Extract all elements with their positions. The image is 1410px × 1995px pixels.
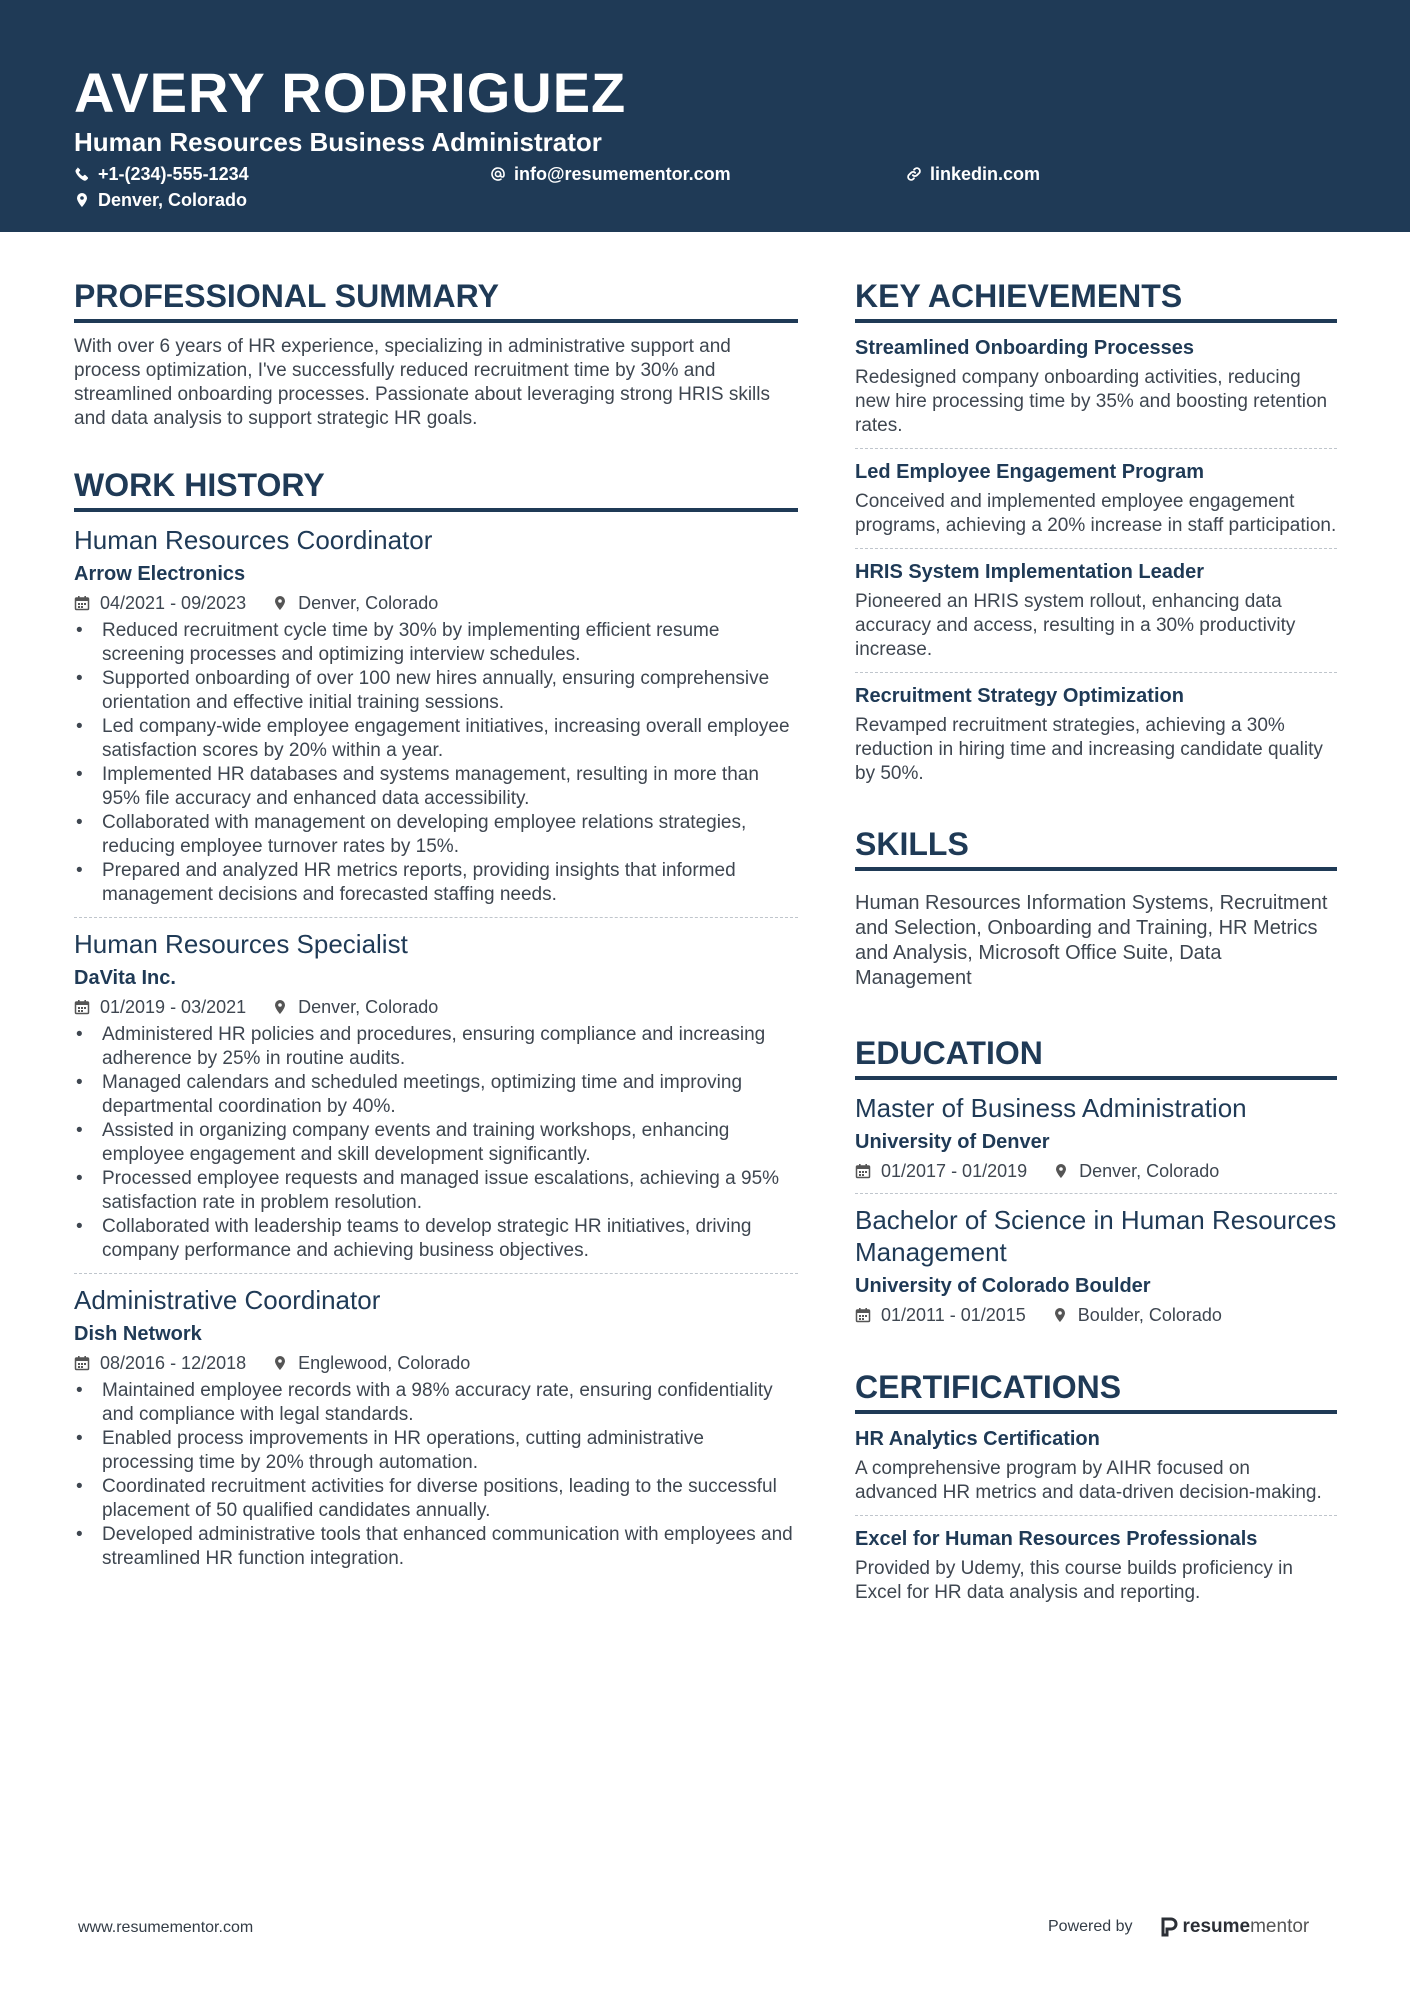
job-entry [74, 1284, 798, 1571]
job-bullet: • Maintained employee records with a 98% accuracy rate, ensuring confidentiality and compliance with legal standards. [74, 1379, 798, 1427]
right-column [855, 276, 1337, 1605]
location-pin-icon [272, 595, 288, 611]
skills-section [855, 824, 1337, 991]
job-bullet: • Reduced recruitment cycle time by 30% by implementing efficient resume screening processes and optimizing interview schedules. [74, 619, 798, 667]
location-pin-icon [1052, 1307, 1068, 1323]
calendar-icon [855, 1163, 871, 1179]
brand-logo[interactable] [1161, 1916, 1310, 1938]
divider [855, 672, 1337, 673]
job-dates: 01/2019 - 03/2021 [100, 997, 247, 1017]
calendar-icon [855, 1307, 871, 1323]
resumementor-logo-icon [1161, 1917, 1179, 1937]
achievements-section [855, 276, 1337, 786]
powered-by-label: Powered by [1048, 1918, 1133, 1935]
job-bullet: • Prepared and analyzed HR metrics reports, providing insights that informed management decisions and forecasted staffing needs. [74, 859, 798, 907]
job-location: Denver, Colorado [298, 997, 439, 1017]
achievement-desc: Pioneered an HRIS system rollout, enhancing data accuracy and access, resulting in a 30% productivity increase. [855, 591, 1296, 660]
location-pin-icon [272, 1355, 288, 1371]
achievement-title: Recruitment Strategy Optimization [855, 685, 1184, 707]
brand-light: mentor [1250, 1916, 1310, 1937]
job-meta [74, 1351, 798, 1375]
achievements-heading: KEY ACHIEVEMENTS [855, 276, 1337, 323]
degree-title: Master of Business Administration [855, 1093, 1247, 1123]
achievement-item [855, 559, 1337, 662]
job-title: Human Resources Specialist [74, 929, 408, 959]
certifications-heading: CERTIFICATIONS [855, 1367, 1337, 1414]
company-name: Dish Network [74, 1323, 202, 1345]
degree-title: Bachelor of Science in Human Resources Management [855, 1205, 1337, 1267]
achievement-title: HRIS System Implementation Leader [855, 561, 1204, 583]
calendar-icon [74, 1355, 90, 1371]
divider [855, 1515, 1337, 1516]
company-name: DaVita Inc. [74, 967, 176, 989]
contact-email[interactable] [490, 163, 731, 185]
work-history-section [74, 465, 798, 1571]
job-dates: 04/2021 - 09/2023 [100, 593, 247, 613]
education-dates: 01/2017 - 01/2019 [881, 1161, 1028, 1181]
job-bullet: • Coordinated recruitment activities for diverse positions, leading to the successful placement of 50 qualified candidates annually. [74, 1475, 798, 1523]
job-title: Administrative Coordinator [74, 1285, 381, 1315]
job-meta [74, 591, 798, 615]
job-entry [74, 524, 798, 907]
divider [855, 1193, 1337, 1194]
certification-item [855, 1526, 1337, 1605]
summary-text: With over 6 years of HR experience, specializing in administrative support and process optimization, I've successfully reduced recruitment time by 30% and streamlined onboarding processes. Passionate about leveraging strong HRIS skills and data analysis to support strategic HR goals. [74, 336, 770, 429]
left-column [74, 276, 798, 1571]
contact-linkedin[interactable] [906, 163, 1040, 185]
location-pin-icon [1053, 1163, 1069, 1179]
skills-text: Human Resources Information Systems, Recruitment and Selection, Onboarding and Training, HR Metrics and Analysis, Microsoft Office Suite, Data Management [855, 892, 1328, 989]
location-pin-icon [74, 192, 90, 208]
certification-desc: A comprehensive program by AIHR focused on advanced HR metrics and data-driven decision-making. [855, 1458, 1322, 1503]
candidate-name: AVERY RODRIGUEZ [74, 61, 627, 124]
job-bullet: • Enabled process improvements in HR operations, cutting administrative processing time by 20% through automation. [74, 1427, 798, 1475]
certification-item [855, 1426, 1337, 1505]
summary-section [74, 276, 798, 431]
phone-icon [74, 166, 90, 182]
linkedin-text: linkedin.com [930, 164, 1041, 184]
education-meta [855, 1159, 1337, 1183]
education-item [855, 1092, 1337, 1183]
education-meta [855, 1303, 1337, 1327]
brand-bold: resume [1182, 1916, 1251, 1937]
footer-website[interactable]: www.resumementor.com [78, 1919, 254, 1936]
location-text: Denver, Colorado [98, 190, 248, 210]
candidate-role: Human Resources Business Administrator [74, 127, 602, 157]
contact-location [74, 189, 247, 211]
job-bullet: • Collaborated with management on developing employee relations strategies, reducing employee turnover rates by 15%. [74, 811, 798, 859]
school-name: University of Denver [855, 1131, 1050, 1153]
achievement-desc: Conceived and implemented employee engagement programs, achieving a 20% increase in staff participation. [855, 491, 1337, 536]
company-name: Arrow Electronics [74, 563, 246, 585]
achievement-item [855, 459, 1337, 538]
contact-phone[interactable] [74, 163, 249, 185]
email-text: info@resumementor.com [514, 164, 731, 184]
certifications-section [855, 1367, 1337, 1605]
education-section [855, 1033, 1337, 1327]
divider [74, 1273, 798, 1274]
school-name: University of Colorado Boulder [855, 1275, 1151, 1297]
phone-text: +1-(234)-555-1234 [98, 164, 249, 184]
summary-heading: PROFESSIONAL SUMMARY [74, 276, 798, 323]
divider [74, 917, 798, 918]
achievement-title: Led Employee Engagement Program [855, 461, 1204, 483]
footer-powered-by [1048, 1916, 1309, 1938]
calendar-icon [74, 595, 90, 611]
divider [855, 548, 1337, 549]
job-bullet: • Developed administrative tools that enhanced communication with employees and streamlined HR function integration. [74, 1523, 798, 1571]
job-bullet: • Administered HR policies and procedures, ensuring compliance and increasing adherence by 25% in routine audits. [74, 1023, 798, 1071]
job-dates: 08/2016 - 12/2018 [100, 1353, 247, 1373]
job-bullet: • Led company-wide employee engagement initiatives, increasing overall employee satisfaction scores by 20% within a year. [74, 715, 798, 763]
job-bullet: • Collaborated with leadership teams to develop strategic HR initiatives, driving company performance and achieving business objectives. [74, 1215, 798, 1263]
job-meta [74, 995, 798, 1019]
achievement-title: Streamlined Onboarding Processes [855, 337, 1194, 359]
link-icon [906, 166, 922, 182]
education-heading: EDUCATION [855, 1033, 1337, 1080]
job-location: Denver, Colorado [298, 593, 439, 613]
job-entry [74, 928, 798, 1263]
location-pin-icon [272, 999, 288, 1015]
achievement-desc: Revamped recruitment strategies, achieving a 30% reduction in hiring time and increasing candidate quality by 50%. [855, 715, 1323, 784]
education-item [855, 1204, 1337, 1327]
job-bullet: • Assisted in organizing company events and training workshops, enhancing employee engagement and skill development significantly. [74, 1119, 798, 1167]
certification-title: HR Analytics Certification [855, 1428, 1100, 1450]
certification-desc: Provided by Udemy, this course builds proficiency in Excel for HR data analysis and reporting. [855, 1558, 1293, 1603]
achievement-desc: Redesigned company onboarding activities, reducing new hire processing time by 35% and boosting retention rates. [855, 367, 1328, 436]
education-location: Boulder, Colorado [1077, 1305, 1222, 1325]
job-bullet: • Implemented HR databases and systems management, resulting in more than 95% file accuracy and enhanced data accessibility. [74, 763, 798, 811]
header-band [0, 0, 1410, 232]
skills-heading: SKILLS [855, 824, 1337, 871]
job-bullets [74, 1379, 798, 1571]
work-history-heading: WORK HISTORY [74, 465, 798, 512]
job-location: Englewood, Colorado [298, 1353, 471, 1373]
job-bullets [74, 619, 798, 907]
education-location: Denver, Colorado [1079, 1161, 1220, 1181]
achievement-item [855, 683, 1337, 786]
certification-title: Excel for Human Resources Professionals [855, 1528, 1258, 1550]
job-bullet: • Supported onboarding of over 100 new hires annually, ensuring comprehensive orientation and effective initial training sessions. [74, 667, 798, 715]
divider [855, 448, 1337, 449]
job-bullets [74, 1023, 798, 1263]
job-bullet: • Managed calendars and scheduled meetings, optimizing time and improving departmental coordination by 40%. [74, 1071, 798, 1119]
achievement-item [855, 335, 1337, 438]
calendar-icon [74, 999, 90, 1015]
job-bullet: • Processed employee requests and managed issue escalations, achieving a 95% satisfaction rate in problem resolution. [74, 1167, 798, 1215]
education-dates: 01/2011 - 01/2015 [881, 1305, 1026, 1325]
at-sign-icon [490, 166, 506, 182]
job-title: Human Resources Coordinator [74, 525, 433, 555]
